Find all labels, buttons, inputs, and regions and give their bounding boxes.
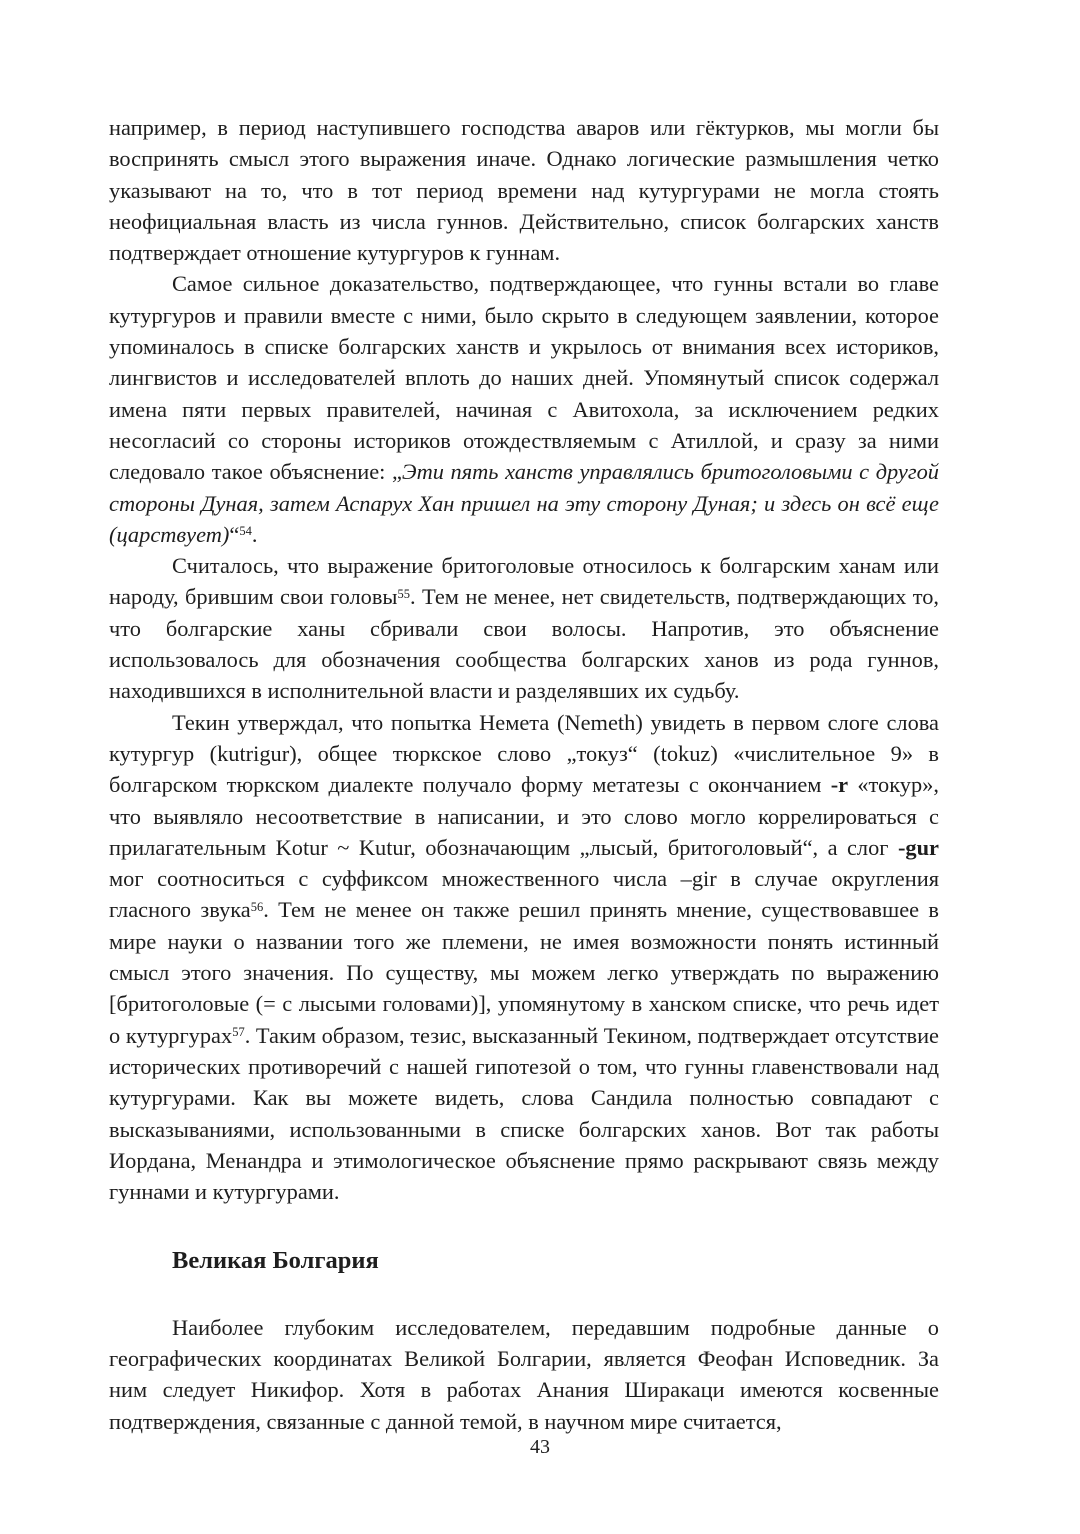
paragraph-text: . Таким образом, тезис, высказанный Текином, подтверждает отсутствие исторических противоречий с нашей гипотезой о том, что гунны главенствовали над кутургурами. Как вы можете видеть, слова Сандила полностью совпадают с высказываниями, использованными в списке болгарских ханов. Вот так работы Иордана, Менандра и этимологическое объяснение прямо раскрывают связь между гуннами и кутургурами.	[109, 1022, 939, 1205]
paragraph-shaven-heads	[109, 550, 939, 706]
sentence-end: .	[251, 521, 258, 547]
paragraph-text: мог соотноситься с суффиксом множественного числа –gir в случае округления гласного звука	[109, 866, 939, 923]
paragraph-khan-list-evidence	[109, 268, 939, 550]
paragraph-text: Текин утверждал, что попытка Немета (Nemeth) увидеть в первом слоге слова кутургур (kutrigur), общее тюркское слово „токуз“ (tokuz) «числительное 9» в болгарском тюркском диалекте получало форму метатезы с окончанием	[109, 709, 939, 798]
section-heading: Великая Болгария	[172, 1247, 379, 1275]
paragraph-text: Самое сильное доказательство, подтверждающее, что гунны встали во главе кутургуров и правили вместе с ними, было скрыто в следующем заявлении, которое упоминалось в списке болгарских ханств и укрылось от внимания всех историков, лингвистов и исследователей вплоть до наших дней. Упомянутый список содержал имена пяти первых правителей, начиная с Авитохола, за исключением редких несогласий со стороны историков отождествляемым с Атиллой, и сразу за ними следовало такое объяснение: „	[109, 271, 939, 485]
bold-suffix-r: -r	[830, 772, 849, 798]
footnote-ref-56: 56	[250, 899, 264, 914]
paragraph-text: «токур», что выявляло несоответствие в написании, и это слово могло коррелироваться с прилагательным Kotur ~ Kutur, обозначающим „лысый, бритоголовый“, а слог	[109, 772, 939, 860]
paragraph-great-bulgaria: Наиболее глубоким исследователем, передавшим подробные данные о географических координатах Великой Болгарии, является Феофан Исповедник. За ним следует Никифор. Хотя в работах Анания Ширакаци имеются косвенные подтверждения, связанные с данной темой, в научном мире считается,	[109, 1314, 939, 1434]
intro-paragraph: например, в период наступившего господства аваров или гёктурков, мы могли бы воспринять смысл этого выражения иначе. Однако логические размышления четко указывают на то, что в тот период времени над кутургурами не могла стоять неофициальная власть из числа гуннов. Действительно, список болгарских ханств подтверждает отношение кутургуров к гуннам.	[109, 115, 939, 266]
bold-syllable-gur: -gur	[897, 834, 939, 860]
footnote-ref-55: 55	[397, 586, 410, 601]
footnote-ref-57: 57	[232, 1025, 245, 1040]
paragraph-text: . Тем не менее, нет свидетельств, подтверждающих то, что болгарские ханы сбривали свои волосы. Напротив, это объяснение использовалось для обозначения сообщества болгарских ханов из рода гуннов, находившихся в исполнительной власти и разделявших их судьбу.	[109, 584, 939, 704]
paragraph-text: Считалось, что выражение бритоголовые относилось к болгарским ханам или народу, брившим свои головы	[109, 553, 939, 610]
footnote-ref-54: 54	[239, 524, 252, 539]
paragraph-text: . Тем не менее он также решил принять мнение, существовавшее в мире науки о названии того же племени, не имея возможности понять истинный смысл этого значения. По существу, мы можем легко утверждать по выражению [бритоголовые (= с лысыми головами)], упомянутому в ханском списке, что речь идет о кутургурах	[109, 897, 939, 1048]
paragraph-tekin-argument	[109, 707, 939, 1208]
italic-quote: Эти пять ханств управлялись бритоголовыми с другой стороны Дуная, затем Аспарух Хан пришел на эту сторону Дуная; и здесь он всё еще (царствует)	[109, 459, 939, 547]
page-number: 43	[530, 1436, 550, 1458]
closing-quote-mark: “	[229, 521, 240, 547]
page-body	[109, 112, 939, 1437]
